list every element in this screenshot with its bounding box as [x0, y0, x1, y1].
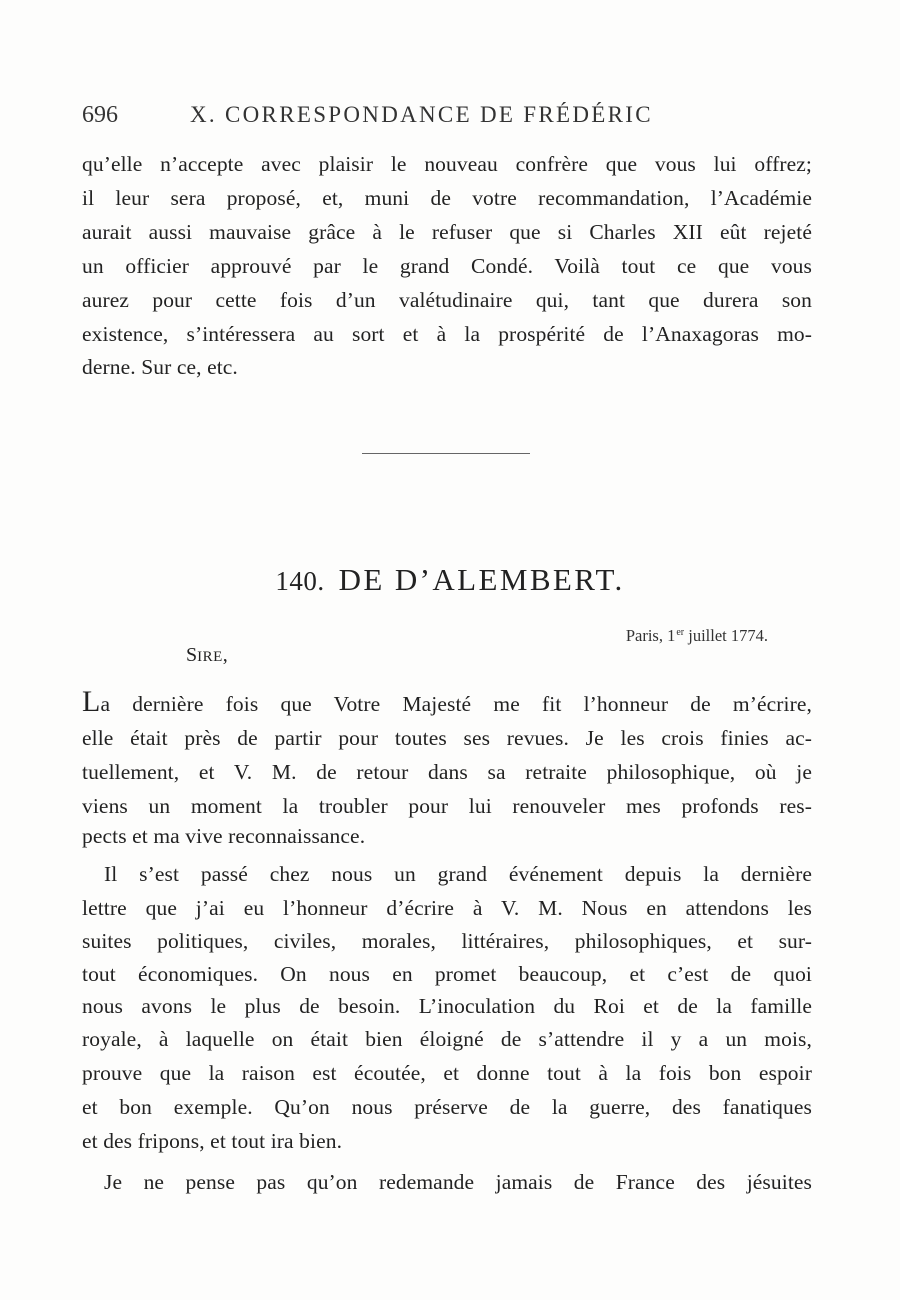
section-divider [362, 453, 530, 454]
text-line: un officier approuvé par le grand Condé. Voilà tout ce que vous [82, 254, 812, 278]
text-line: aurez pour cette fois d’un valétudinaire qui, tant que durera son [82, 288, 812, 312]
salutation-initial: S [186, 644, 198, 666]
dateline-day: 1 [667, 626, 676, 645]
text-line: aurait aussi mauvaise grâce à le refuser que si Charles XII eût rejeté [82, 220, 812, 244]
letter-heading [0, 560, 900, 601]
text-line: il leur sera proposé, et, muni de votre recommandation, l’Académie [82, 186, 812, 210]
text-line: et bon exemple. Qu’on nous préserve de la guerre, des fanatiques [82, 1095, 812, 1119]
text-line: existence, s’intéressera au sort et à la prospérité de l’Anaxagoras mo- [82, 322, 812, 346]
salutation-punct: , [222, 644, 228, 666]
page-number: 696 [82, 102, 118, 128]
text-line: tout économiques. On nous en promet beaucoup, et c’est de quoi [82, 962, 812, 986]
text-line: tuellement, et V. M. de retour dans sa retraite philosophique, où je [82, 760, 812, 784]
text-line: royale, à laquelle on était bien éloigné de s’attendre il y a un mois, [82, 1027, 812, 1051]
letter-number: 140. [275, 566, 325, 596]
text-line: suites politiques, civiles, morales, littéraires, philosophiques, et sur- [82, 929, 812, 953]
text-line [82, 685, 812, 718]
letter-title: DE D’ALEMBERT. [338, 562, 625, 597]
running-title: X. CORRESPONDANCE DE FRÉDÉRIC [190, 102, 653, 127]
text-line: Il s’est passé chez nous un grand événement depuis la dernière [104, 862, 812, 886]
text-line: elle était près de partir pour toutes ses revues. Je les crois finies ac- [82, 726, 812, 750]
dateline-day-suffix: er [676, 627, 685, 638]
text-line: pects et ma vive reconnaissance. [82, 824, 366, 848]
salutation-small-caps: IRE [197, 649, 223, 665]
dateline-place: Paris, [625, 626, 668, 645]
text-line: qu’elle n’accepte avec plaisir le nouveau confrère que vous lui offrez; [82, 152, 812, 176]
text-line-content: a dernière fois que Votre Majesté me fit l’honneur de m’écrire, [100, 692, 812, 716]
text-line: derne. Sur ce, etc. [82, 355, 238, 379]
dateline [626, 622, 768, 647]
drop-cap: L [82, 685, 101, 718]
text-line: prouve que la raison est écoutée, et donne tout à la fois bon espoir [82, 1061, 812, 1085]
text-line: Je ne pense pas qu’on redemande jamais de France des jésuites [104, 1170, 812, 1194]
salutation [186, 642, 228, 670]
text-line: lettre que j’ai eu l’honneur d’écrire à V. M. Nous en attendons les [82, 896, 812, 920]
text-line: viens un moment la troubler pour lui renouveler mes profonds res- [82, 794, 812, 818]
text-line: et des fripons, et tout ira bien. [82, 1129, 343, 1153]
dateline-rest: juillet 1774. [684, 626, 768, 645]
text-line: nous avons le plus de besoin. L’inoculation du Roi et de la famille [82, 994, 812, 1018]
